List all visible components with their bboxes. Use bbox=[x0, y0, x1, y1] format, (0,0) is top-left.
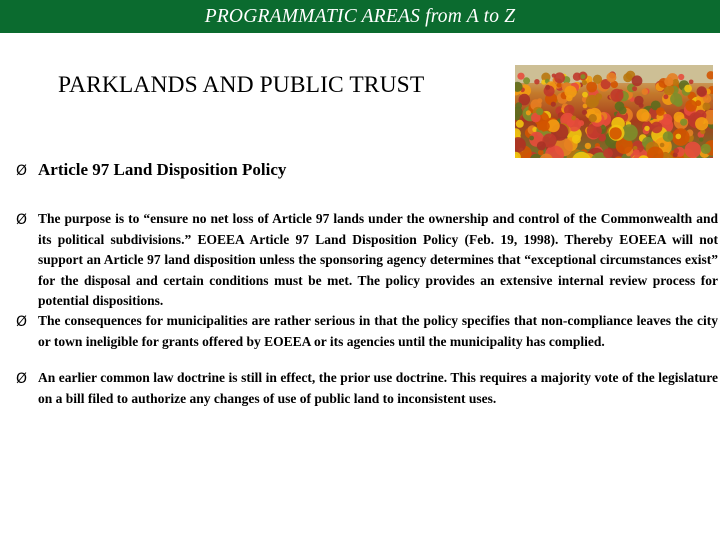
bullet-heading: Article 97 Land Disposition Policy bbox=[38, 160, 287, 179]
autumn-forest-photo bbox=[515, 65, 713, 158]
bullet-icon: Ø bbox=[16, 371, 28, 387]
bullet-paragraph-consequences: The consequences for municipalities are rather serious in that the policy specifies that non-compliance leaves the city or town ineligible for grants offered by EOEEA or its agencies until the municipality has complied. bbox=[38, 313, 718, 349]
bullet-icon: Ø bbox=[16, 212, 28, 228]
bullet-icon: Ø bbox=[16, 163, 28, 179]
bullet-paragraph-prior-use: An earlier common law doctrine is still in effect, the prior use doctrine. This requires a majority vote of the legislature on a bill filed to authorize any changes of use of public land to inconsistent uses. bbox=[38, 370, 718, 406]
bullet-icon: Ø bbox=[16, 314, 28, 330]
slide-banner bbox=[0, 0, 720, 33]
banner-title: PROGRAMMATIC AREAS from A to Z bbox=[204, 6, 516, 27]
bullet-paragraph-policy: The purpose is to “ensure no net loss of Article 97 lands under the ownership and control of the Commonwealth and its political subdivisions.” EOEEA Article 97 Land Disposition Policy (Feb. 19, 1998). Thereby EOEEA will not support an Article 97 land disposition unless the sponsoring agency determines that “exceptional circumstances exist” for the disposal and certain conditions must be met. The policy provides an extensive internal review process for potential dispositions. bbox=[38, 211, 718, 308]
slide-subtitle: PARKLANDS AND PUBLIC TRUST bbox=[58, 72, 425, 98]
